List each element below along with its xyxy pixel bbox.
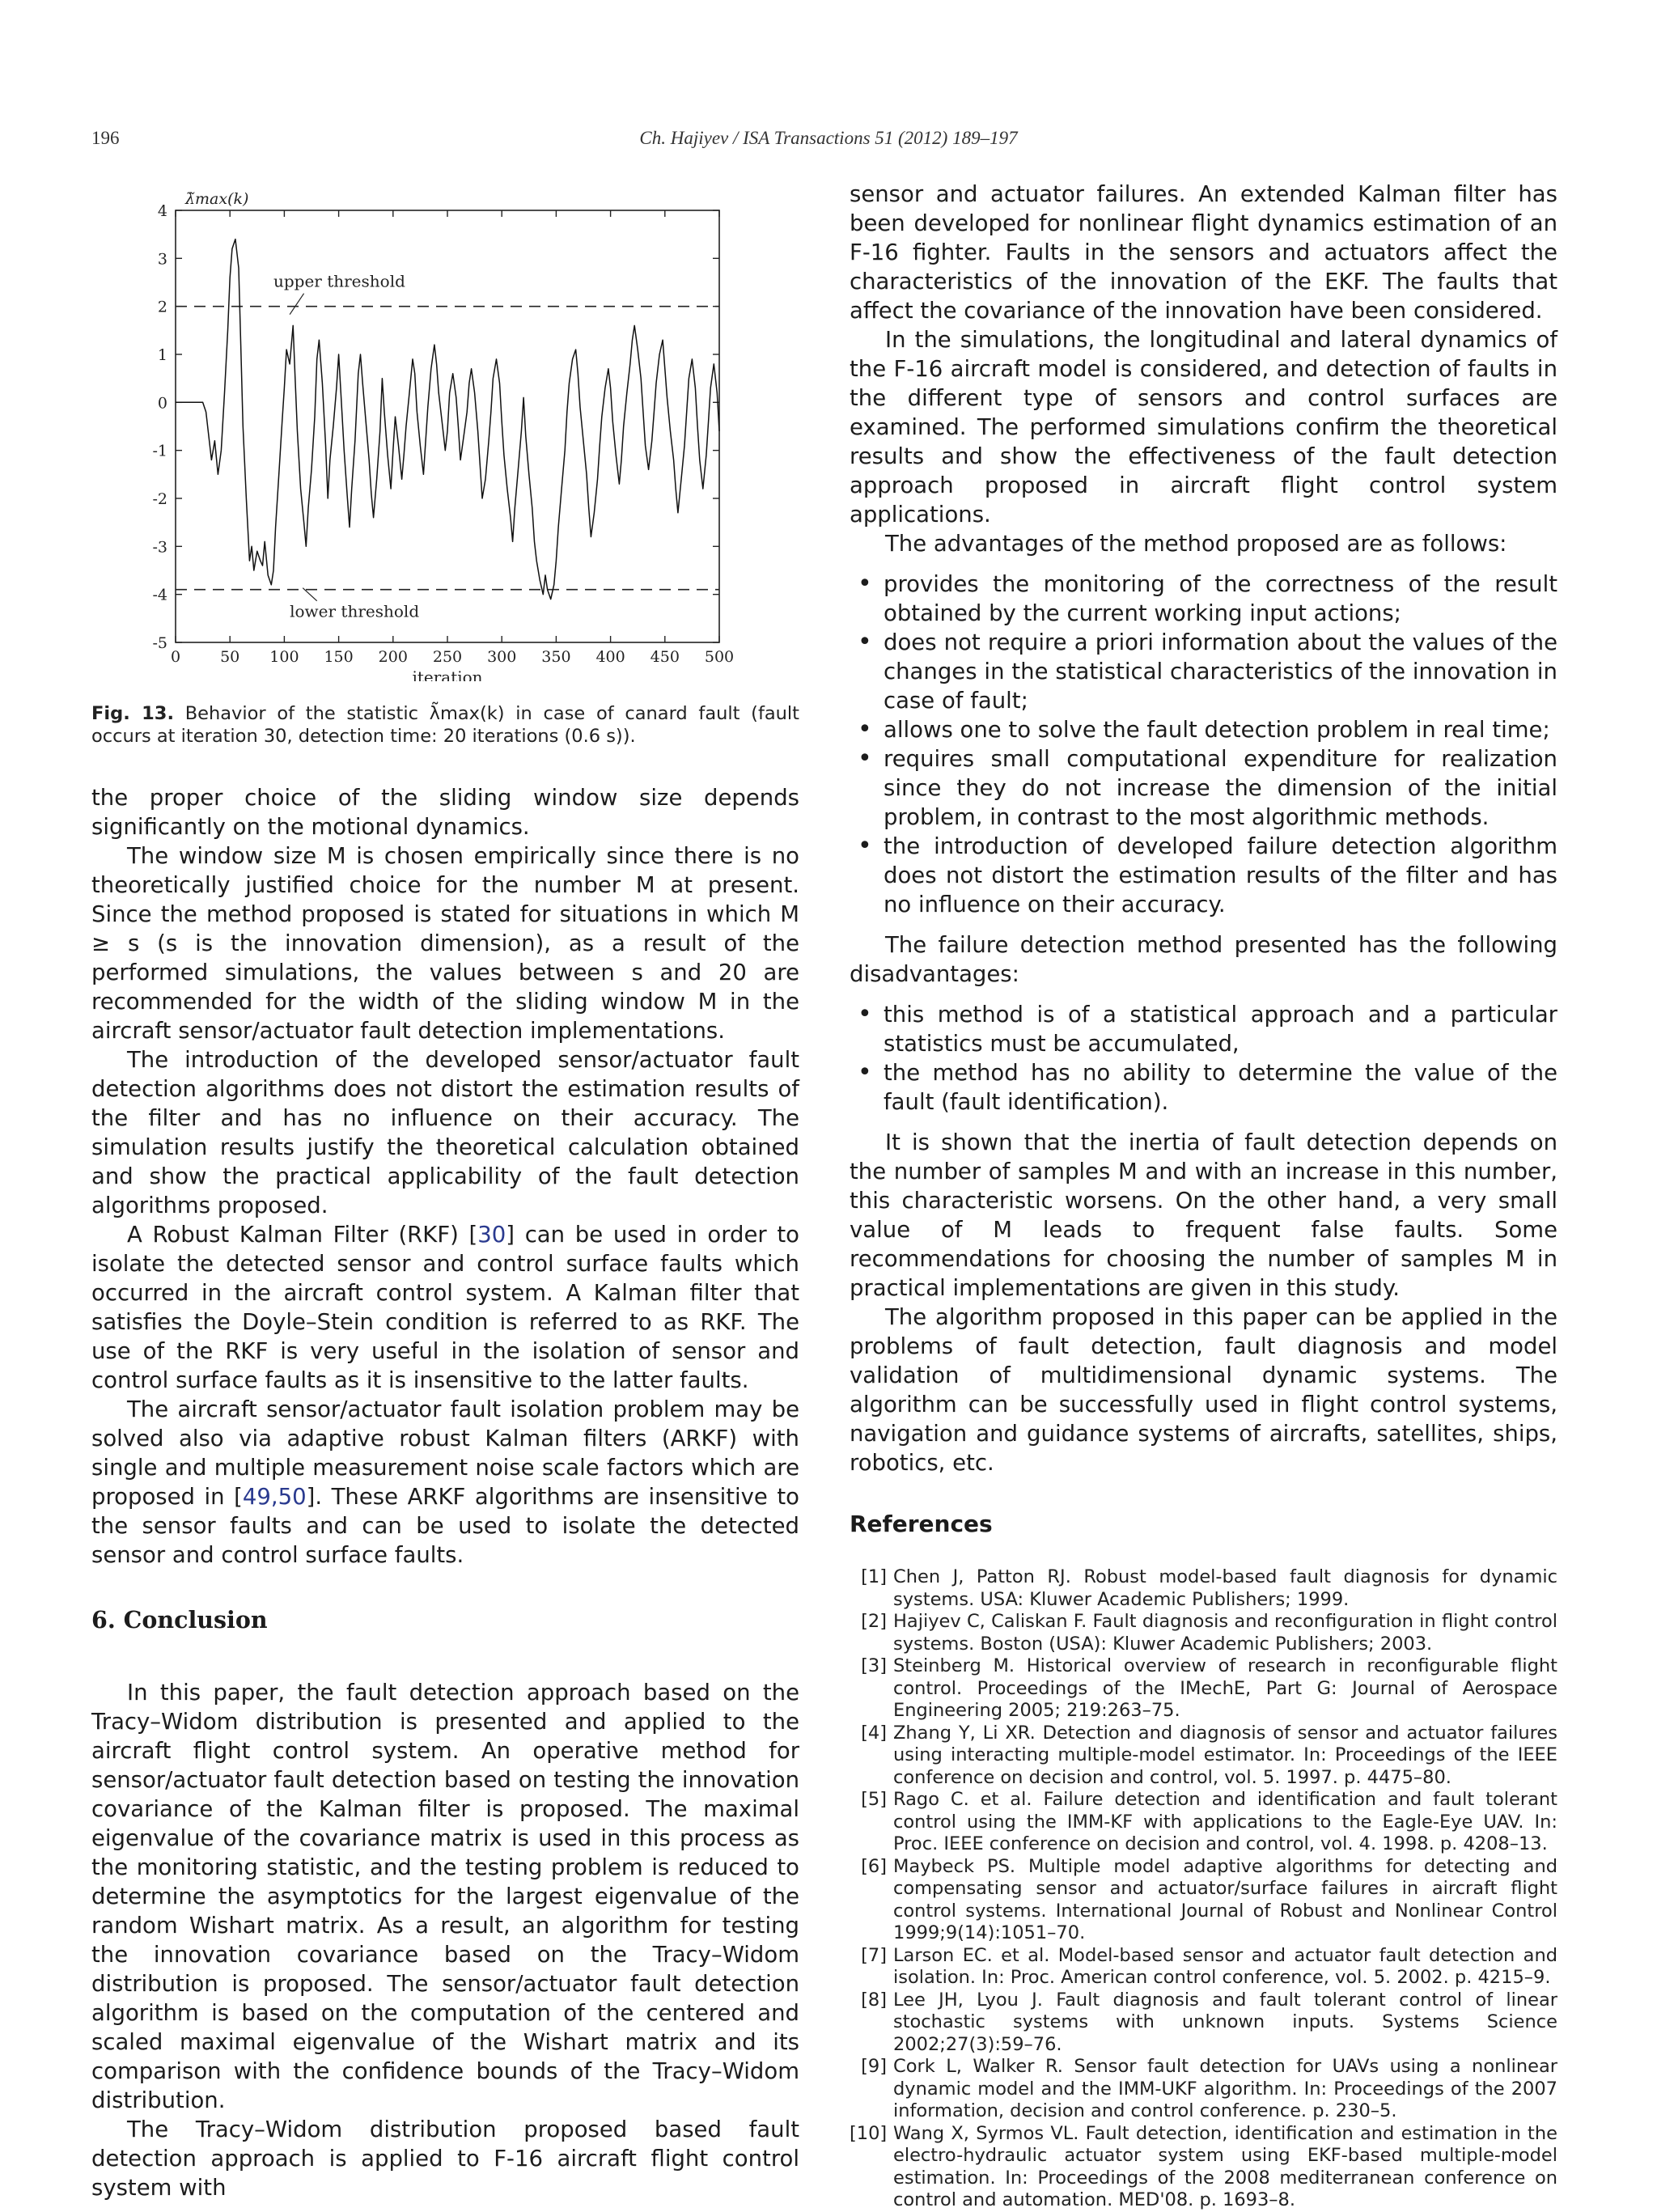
series-line — [176, 239, 719, 600]
reference-text: Larson EC. et al. Model-based sensor and actuator fault detection and isolation. In: Proc. American control conference, vol. 5. 2002. p. 4215–9. — [893, 1944, 1557, 1988]
x-tick-label: 0 — [170, 648, 181, 666]
reference-item — [850, 1789, 1557, 1856]
figure-caption — [91, 702, 799, 748]
y-tick-label: -4 — [152, 586, 167, 604]
paragraph: sensor and actuator failures. An extended Kalman filter has been developed for nonlinear flight dynamics estimation of an F-16 fighter. Faults in the sensors and actuators affect the characteristics of the innovation of the EKF. The faults that affect the covariance of the innovation have been considered. — [850, 181, 1557, 324]
reference-number: [10] — [850, 2122, 888, 2144]
paragraph: The introduction of the developed sensor/actuator fault detection algorithms does not distort the estimation results of the filter and has no influence on their accuracy. The simulation results justify the theoretical calculation obtained and show the practical applicability of the fault detection algorithms proposed. — [91, 1047, 799, 1218]
x-tick-label: 150 — [324, 648, 354, 666]
list-item: • allows one to solve the fault detection problem in real time; — [850, 715, 1557, 744]
x-tick-label: 200 — [378, 648, 408, 666]
reference-number: [6] — [861, 1855, 887, 1877]
x-tick-label: 350 — [541, 648, 571, 666]
text-run: The aircraft sensor/actuator fault isolation problem may be solved also via adaptive robust Kalman filters (ARKF) with single and multiple measurement noise scale factors which are proposed in [ — [91, 1396, 799, 1510]
reference-item — [850, 1856, 1557, 1945]
reference-number: [9] — [861, 2056, 887, 2077]
y-tick-label: 1 — [157, 346, 167, 364]
page-number: 196 — [91, 128, 120, 148]
reference-text: Zhang Y, Li XR. Detection and diagnosis of sensor and actuator failures using interacting multiple-model estimator. In: Proceedings of the IEEE conference on decision and control, vol. 5. 1997. p. 4475–80. — [893, 1722, 1557, 1788]
reference-item — [850, 1945, 1557, 1990]
list-item: • the method has no ability to determine the value of the fault (fault identification). — [850, 1058, 1557, 1117]
x-tick-label: 50 — [220, 648, 240, 666]
left-column — [91, 783, 799, 2202]
y-tick-label: 4 — [157, 202, 167, 220]
section-heading: 6. Conclusion — [91, 1606, 268, 1634]
reference-text: Wang X, Syrmos VL. Fault detection, identification and estimation in the electro-hydraulic actuator system using EKF-based multiple-model estimation. In: Proceedings of the 2008 mediterranean conference on control and automation. MED'08. p. 1693–8. — [893, 2122, 1557, 2210]
reference-text: Chen J, Patton RJ. Robust model-based fault diagnosis for dynamic systems. USA: Kluwer Academic Publishers; 1999. — [893, 1566, 1557, 1610]
reference-number: [8] — [861, 1989, 887, 2011]
list-item: • this method is of a statistical approach and a particular statistics must be accumulated, — [850, 1000, 1557, 1058]
list-item: • the introduction of developed failure detection algorithm does not distort the estimation results of the filter and has no influence on their accuracy. — [850, 832, 1557, 919]
reference-text: Hajiyev C, Caliskan F. Fault diagnosis and reconfiguration in flight control systems. Boston (USA): Kluwer Academic Publishers; 2003. — [893, 1611, 1557, 1655]
y-tick-label: 2 — [157, 298, 167, 316]
y-tick-label: -3 — [152, 538, 167, 557]
paragraph — [91, 1220, 799, 1395]
reference-number: [3] — [861, 1655, 887, 1676]
disadvantages-list — [850, 1000, 1557, 1117]
x-axis-label: iteration — [412, 667, 483, 681]
figure-caption-label: Fig. 13. — [91, 703, 174, 724]
y-tick-label: 3 — [157, 250, 167, 269]
reference-item — [850, 1655, 1557, 1723]
figure-13 — [91, 180, 803, 681]
running-header: Ch. Hajiyev / ISA Transactions 51 (2012) 189–197 — [639, 128, 1018, 148]
paragraph: In the simulations, the longitudinal and lateral dynamics of the F-16 aircraft model is considered, and detection of faults in the different type of sensors and control surfaces are examined. The performed simulations confirm the theoretical results and show the effectiveness of the fault detection approach proposed in aircraft flight control system applications. — [850, 327, 1557, 528]
reference-number: [7] — [861, 1944, 887, 1966]
reference-item — [850, 2123, 1557, 2212]
reference-item — [850, 1990, 1557, 2057]
reference-number: [2] — [861, 1611, 887, 1632]
reference-text: Steinberg M. Historical overview of research in reconfigurable flight control. Proceedings of the IMechE, Part G: Journal of Aerospace Engineering 2005; 219:263–75. — [893, 1655, 1557, 1721]
advantages-list — [850, 570, 1557, 919]
paragraph: The window size M is chosen empirically since there is no theoretically justified choice for the number M at present. Since the method proposed is stated for situations in which M ≥ s (s is the innovation dimension), as a result of the performed simulations, the values between s and 20 are recommended for the width of the sliding window M in the aircraft sensor/actuator fault detection implementations. — [91, 843, 799, 1044]
figure-caption-text: Behavior of the statistic λ̃max(k) in case of canard fault (fault occurs at iteration 30, detection time: 20 iterations (0.6 s)). — [91, 703, 799, 747]
reference-item — [850, 1566, 1557, 1611]
x-tick-label: 400 — [595, 648, 625, 666]
figure-13-chart — [91, 180, 803, 681]
y-tick-label: -2 — [152, 490, 167, 508]
text-run: ] can be used in order to isolate the detected sensor and control surface faults which occurred in the aircraft control system. A Kalman filter that satisfies the Doyle–Stein condition is referred to as RKF. The use of the RKF is very useful in the isolation of sensor and control surface faults as it is insensitive to the latter faults. — [91, 1222, 800, 1393]
text-run: ]. These ARKF algorithms are insensitive to the sensor faults and can be used to isolate the detected sensor and control surface faults. — [91, 1484, 799, 1568]
citation-link[interactable]: 30 — [477, 1222, 506, 1248]
x-tick-label: 450 — [650, 648, 680, 666]
reference-item — [850, 1611, 1557, 1655]
right-column — [850, 180, 1557, 2212]
reference-text: Cork L, Walker R. Sensor fault detection for UAVs using a nonlinear dynamic model and the IMM-UKF algorithm. In: Proceedings of the 2007 information, decision and control conference. p. 230–5. — [893, 2056, 1557, 2121]
x-tick-label: 300 — [487, 648, 517, 666]
reference-number: [5] — [861, 1789, 887, 1810]
paragraph: The advantages of the method proposed are as follows: — [885, 531, 1507, 557]
text-run: A Robust Kalman Filter (RKF) [ — [127, 1222, 478, 1248]
y-tick-label: 0 — [157, 394, 167, 413]
threshold-pointer — [290, 294, 303, 315]
reference-number: [4] — [861, 1722, 887, 1744]
y-tick-label: -1 — [152, 442, 167, 460]
y-axis-label: λ̃max(k) — [185, 190, 249, 208]
paragraph: The Tracy–Widom distribution proposed based fault detection approach is applied to F-16 aircraft flight control system with — [91, 2117, 799, 2201]
reference-item — [850, 1723, 1557, 1790]
paragraph: the proper choice of the sliding window size depends significantly on the motional dynamics. — [91, 785, 799, 840]
reference-text: Rago C. et al. Failure detection and identification and fault tolerant control using the IMM-KF with applications to the Eagle-Eye UAV. In: Proc. IEEE conference on decision and control, vol. 4. 1998. p. 4208–13. — [893, 1789, 1557, 1854]
paragraph: The algorithm proposed in this paper can be applied in the problems of fault detection, fault diagnosis and model validation of multidimensional dynamic systems. The algorithm can be successfully used in flight control systems, navigation and guidance systems of aircrafts, satellites, ships, robotics, etc. — [850, 1304, 1557, 1476]
reference-text: Lee JH, Lyou J. Fault diagnosis and fault tolerant control of linear stochastic systems with unknown inputs. Systems Science 2002;27(3):59–76. — [893, 1989, 1557, 2055]
y-tick-label: -5 — [152, 634, 167, 652]
threshold-label: lower threshold — [290, 601, 420, 621]
reference-text: Maybeck PS. Multiple model adaptive algorithms for detecting and compensating sensor and actuator/surface failures in aircraft flight control systems. International Journal of Robust and Nonlinear Control 1999;9(14):1051–70. — [893, 1855, 1557, 1943]
paragraph: The failure detection method presented has the following disadvantages: — [850, 932, 1557, 987]
paragraph: It is shown that the inertia of fault detection depends on the number of samples M and with an increase in this number, this characteristic worsens. On the other hand, a very small value of M leads to frequent false faults. Some recommendations for choosing the number of samples M in practical implementations are given in this study. — [850, 1129, 1557, 1301]
references-heading: References — [850, 1511, 993, 1537]
x-tick-label: 500 — [704, 648, 735, 666]
reference-item — [850, 2056, 1557, 2123]
threshold-label: upper threshold — [273, 271, 405, 291]
list-item: • requires small computational expenditure for realization since they do not increase the dimension of the initial problem, in contrast to the most algorithmic methods. — [850, 744, 1557, 832]
reference-number: [1] — [861, 1566, 887, 1587]
paragraph: In this paper, the fault detection approach based on the Tracy–Widom distribution is presented and applied to the aircraft flight control system. An operative method for sensor/actuator fault detection based on testing the innovation covariance of the Kalman filter is proposed. The maximal eigenvalue of the covariance matrix is used in this process as the monitoring statistic, and the testing problem is reduced to determine the asymptotics for the largest eigenvalue of the random Wishart matrix. As a result, an algorithm for testing the innovation covariance based on the Tracy–Widom distribution is proposed. The sensor/actuator fault detection algorithm is based on the computation of the centered and scaled maximal eigenvalue of the Wishart matrix and its comparison with the confidence bounds of the Tracy–Widom distribution. — [91, 1680, 799, 2113]
list-item: • provides the monitoring of the correctness of the result obtained by the current working input actions; — [850, 570, 1557, 628]
list-item: • does not require a priori information about the values of the changes in the statistical characteristics of the innovation in case of fault; — [850, 628, 1557, 715]
references-list — [850, 1566, 1557, 2212]
paragraph — [91, 1395, 799, 1570]
x-tick-label: 250 — [432, 648, 463, 666]
x-tick-label: 100 — [269, 648, 299, 666]
citation-link[interactable]: 49,50 — [242, 1484, 307, 1510]
